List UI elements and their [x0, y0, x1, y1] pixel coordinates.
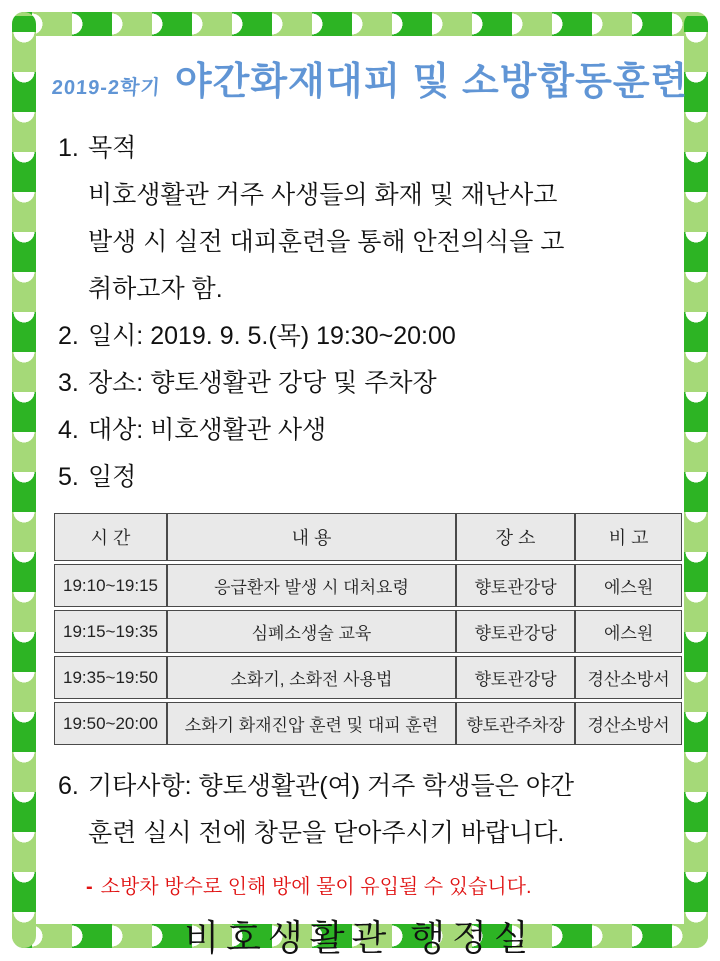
list-item-etc: 6. 기타사항: 향토생활관(여) 거주 학생들은 야간 훈련 실시 전에 창문을 닫아주시기 바랍니다. — [58, 763, 676, 857]
table-row — [54, 656, 682, 699]
warning-note — [86, 870, 676, 899]
table-row — [54, 610, 682, 653]
item-body-line: 비호생활관 거주 사생들의 화재 및 재난사고 — [88, 181, 558, 209]
cell-time: 19:50~20:00 — [54, 702, 167, 745]
item-label: 일정 — [88, 463, 137, 491]
col-header-time: 시 간 — [54, 513, 167, 561]
col-header-content: 내 용 — [167, 513, 456, 561]
list-item-place: 3. 장소: 향토생활관 강당 및 주차장 — [58, 360, 676, 407]
cell-note: 경산소방서 — [575, 702, 682, 745]
list-item-target: 4. 대상: 비호생활관 사생 — [58, 407, 676, 454]
col-header-place: 장 소 — [456, 513, 575, 561]
col-header-note: 비 고 — [575, 513, 682, 561]
frame-border-left — [12, 12, 36, 948]
table-row — [54, 564, 682, 607]
item-body-line: 훈련 실시 전에 창문을 닫아주시기 바랍니다. — [88, 819, 565, 847]
cell-place: 향토관강당 — [456, 564, 575, 607]
warning-dash: - — [86, 876, 93, 898]
list-item-datetime: 2. 일시: 2019. 9. 5.(목) 19:30~20:00 — [58, 313, 676, 360]
frame-border-top — [12, 12, 708, 36]
schedule-table-wrap — [54, 510, 676, 748]
cell-place: 향토관주차장 — [456, 702, 575, 745]
cell-time: 19:15~19:35 — [54, 610, 167, 653]
item-label: 일시: 2019. 9. 5.(목) 19:30~20:00 — [88, 322, 456, 350]
item-label: 목적 — [88, 134, 137, 162]
cell-note: 에스원 — [575, 610, 682, 653]
page-title: 야간화재대피 및 소방합동훈련 — [174, 61, 689, 103]
cell-place: 향토관강당 — [456, 656, 575, 699]
frame-border-right — [684, 12, 708, 948]
cell-content: 소화기 화재진압 훈련 및 대피 훈련 — [167, 702, 456, 745]
cell-note: 경산소방서 — [575, 656, 682, 699]
item-body-line: 기타사항: 향토생활관(여) 거주 학생들은 야간 — [88, 772, 575, 800]
title-row — [51, 50, 689, 105]
item-label: 장소: 향토생활관 강당 및 주차장 — [88, 369, 437, 397]
cell-content: 심폐소생술 교육 — [167, 610, 456, 653]
cell-time: 19:35~19:50 — [54, 656, 167, 699]
cell-content: 소화기, 소화전 사용법 — [167, 656, 456, 699]
item-body-line: 발생 시 실전 대피훈련을 통해 안전의식을 고 — [88, 228, 565, 256]
cell-time: 19:10~19:15 — [54, 564, 167, 607]
schedule-table — [54, 510, 682, 748]
cell-content: 응급환자 발생 시 대처요령 — [167, 564, 456, 607]
list-item-schedule: 5. 일정 — [58, 454, 676, 501]
footer-signature: 비호생활관 행정실 — [184, 917, 536, 958]
list-item-purpose: 1. 목적 비호생활관 거주 사생들의 화재 및 재난사고 발생 시 실전 대피훈련을 통해 안전의식을 고 취하고자 함. — [58, 125, 676, 313]
table-row — [54, 702, 682, 745]
cell-place: 향토관강당 — [456, 610, 575, 653]
item-label: 대상: 비호생활관 사생 — [88, 416, 327, 444]
notice-body — [38, 38, 689, 958]
numbered-list — [58, 125, 676, 501]
item-body-line: 취하고자 함. — [88, 275, 223, 303]
cell-note: 에스원 — [575, 564, 682, 607]
semester-label: 2019-2학기 — [51, 77, 162, 99]
warning-text: 소방차 방수로 인해 방에 물이 유입될 수 있습니다. — [100, 876, 532, 898]
table-header-row — [54, 513, 682, 561]
